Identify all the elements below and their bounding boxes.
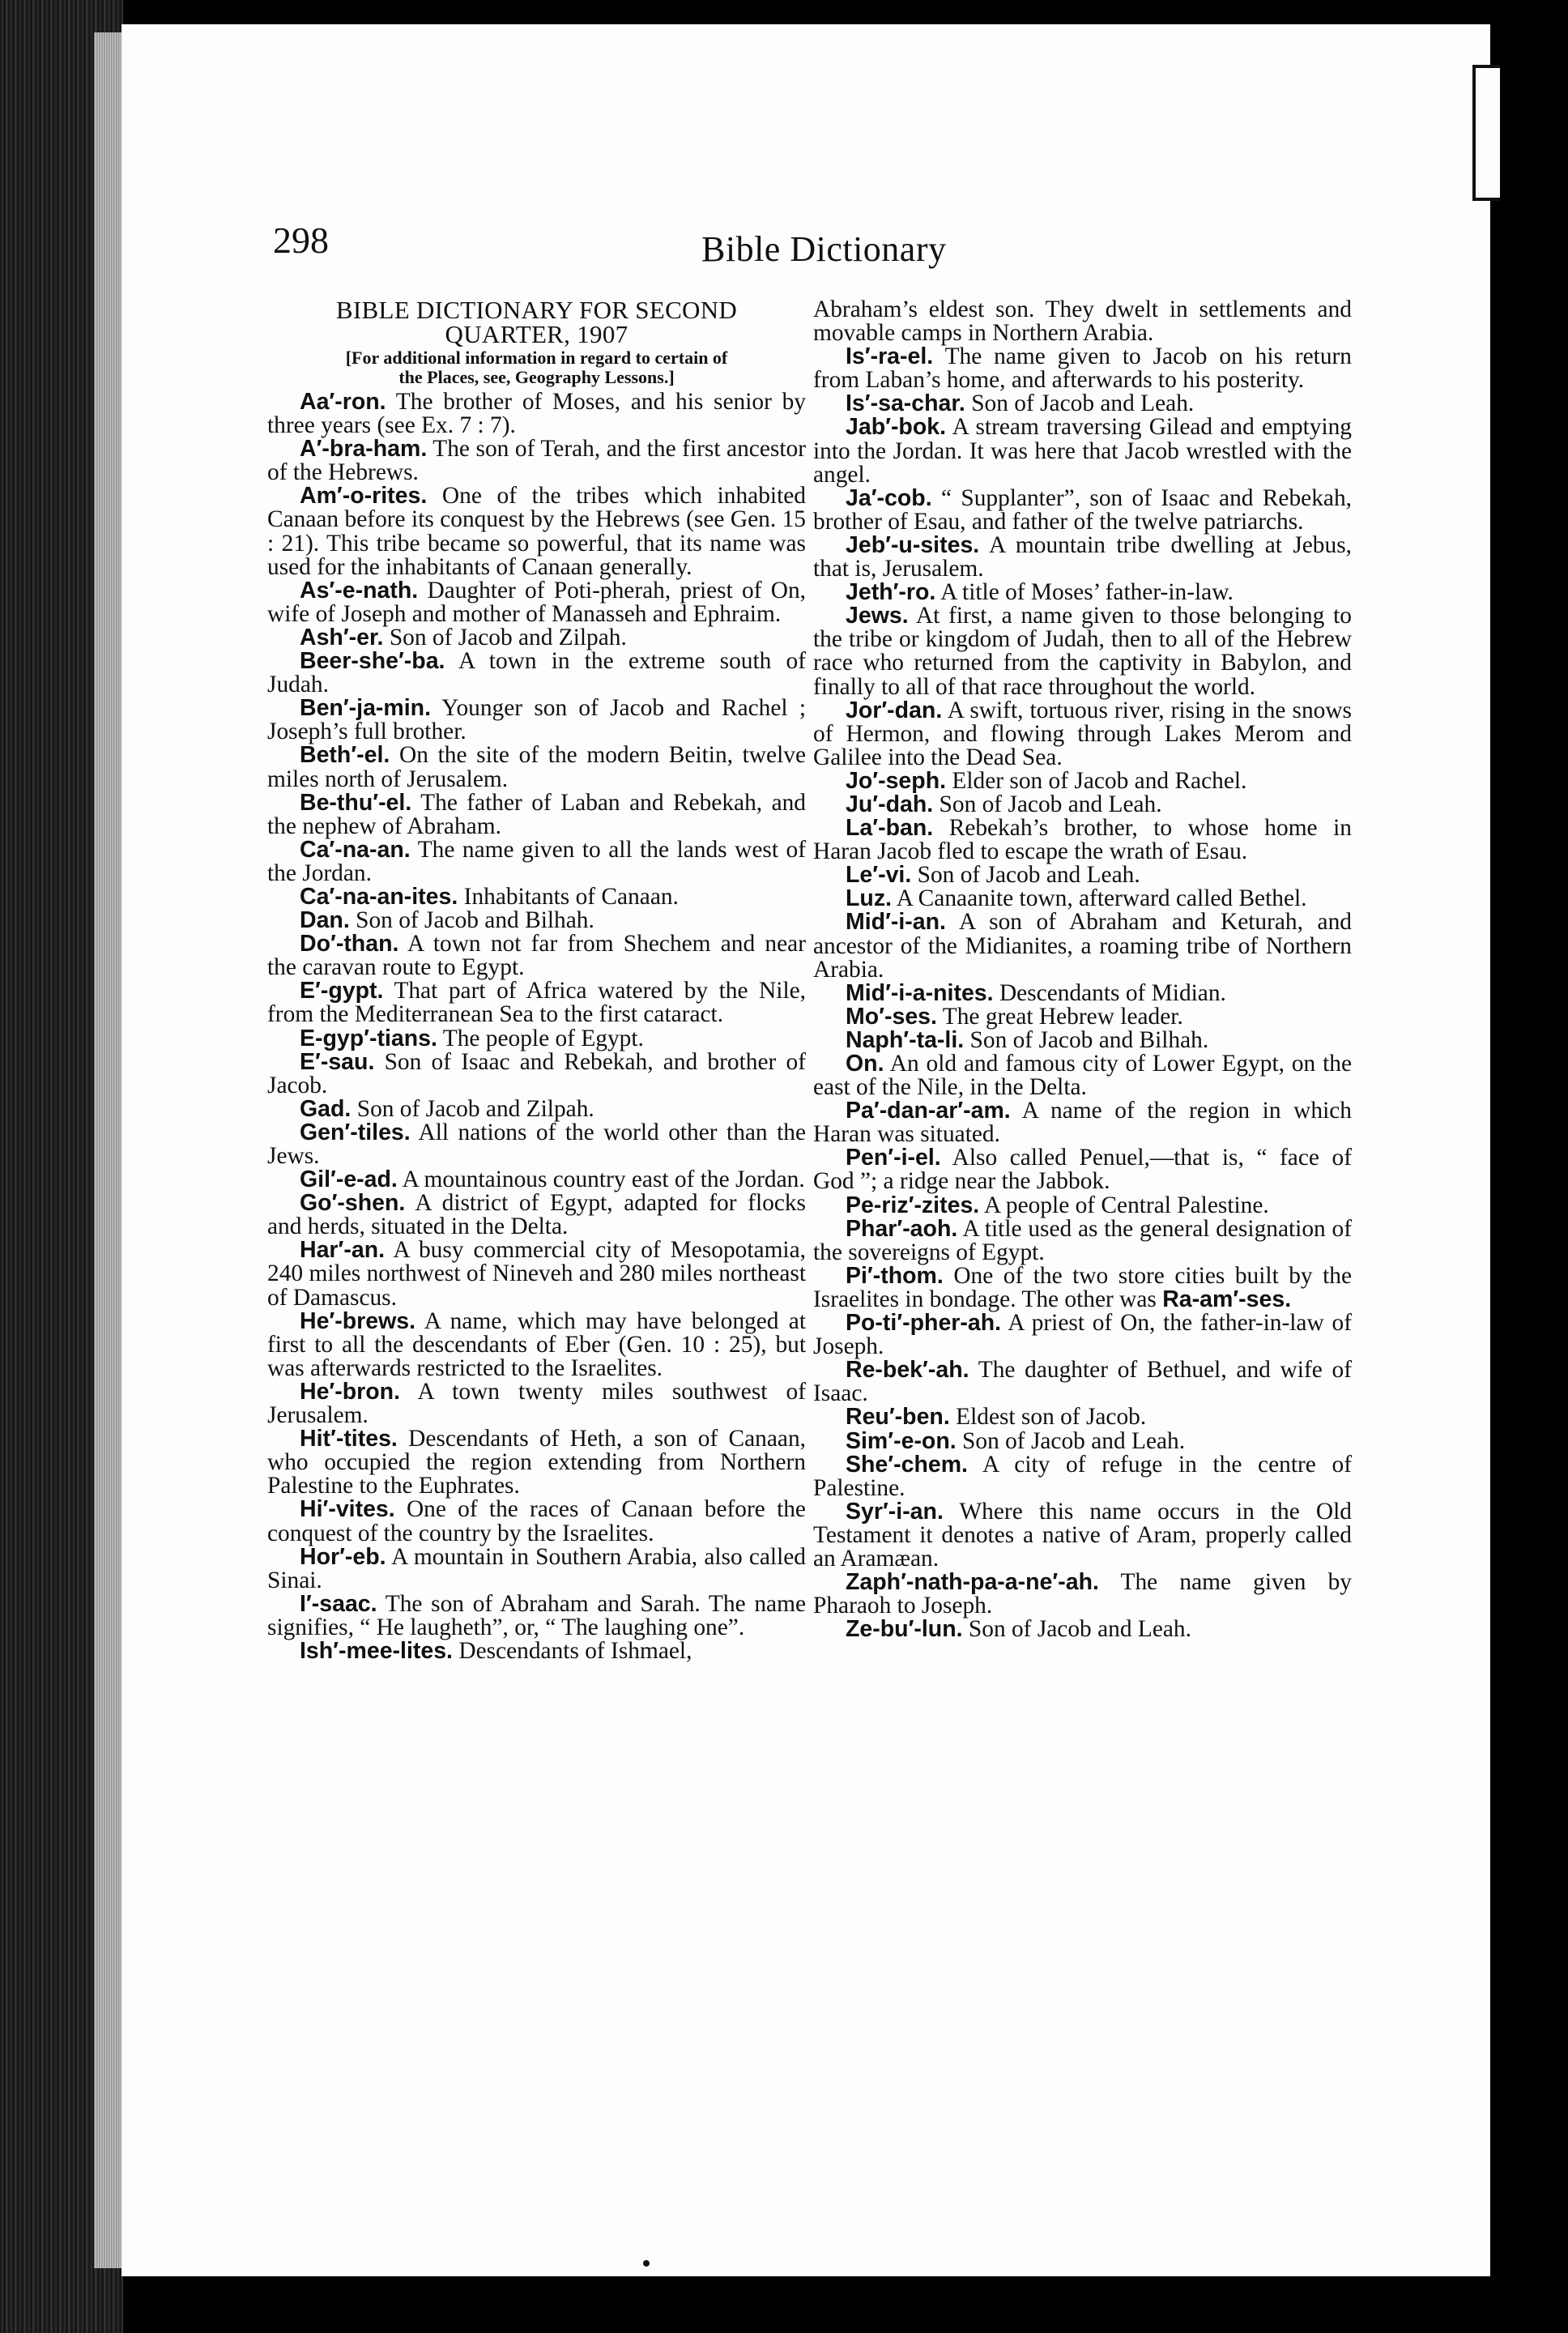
entry-definition: A stream traversing Gilead and emptying into the Jordan. It was here that Jacob wrestled with the angel. <box>813 414 1353 488</box>
entry-definition: Eldest son of Jacob. <box>956 1404 1147 1431</box>
entry-definition: A name of the region in which Haran was situated. <box>813 1098 1352 1148</box>
dictionary-entry <box>813 1026 1352 1053</box>
entry-term: Ze-bu′-lun. <box>846 1616 963 1643</box>
entry-definition: One of the races of Canaan before the conquest of the country by the Israelites. <box>267 1496 806 1546</box>
dictionary-entry <box>813 1099 1352 1146</box>
entry-term: He′-brews. <box>300 1307 416 1334</box>
entry-definition: A town in the extreme south of Judah. <box>267 648 806 698</box>
dictionary-entry <box>267 626 806 650</box>
dictionary-entry <box>267 1121 806 1168</box>
dictionary-entry <box>813 581 1352 604</box>
dictionary-entry <box>813 1215 1352 1265</box>
entry-term: Sim′-e-on. <box>846 1427 957 1454</box>
entry-definition: The name given to all the lands west of the Jordan. <box>267 836 806 886</box>
entry-term: Ca′-na-an. <box>300 836 411 863</box>
entry-definition: A name, which may have belonged at first to all the descendants of Eber (Gen. 10 : 25), but was afterwards restricted to the Israelites. <box>267 1307 806 1381</box>
entry-definition: Son of Jacob and Zilpah. <box>356 1095 594 1122</box>
entry-definition: “ Supplanter”, son of Isaac and Rebekah, brother of Esau, and father of the twelve patriarchs. <box>813 484 1352 535</box>
dictionary-entry <box>813 911 1352 981</box>
entry-definition: Son of Jacob and Zilpah. <box>389 624 627 650</box>
entry-term: Dan. <box>300 907 350 934</box>
entry-definition: Descendants of Ishmael, <box>458 1637 692 1664</box>
dictionary-entry <box>267 1048 806 1098</box>
entry-term: Ben′-ja-min. <box>300 695 432 722</box>
dictionary-entry <box>813 416 1352 486</box>
dictionary-entry <box>267 1590 806 1640</box>
entry-term-inline: Ra-am′-ses. <box>1162 1286 1292 1312</box>
entry-definition: The name given to Jacob on his return from Laban’s home, and afterwards to his posterity. <box>813 343 1352 394</box>
entry-definition: Also called Penuel,—that is, “ face of God ”; a ridge near the Jabbok. <box>813 1145 1352 1195</box>
editorial-note <box>267 348 806 387</box>
dictionary-entry <box>267 697 806 744</box>
entry-definition: A mountain tribe dwelling at Jebus, that is, Jerusalem. <box>813 531 1352 582</box>
dictionary-entry <box>813 604 1352 698</box>
dictionary-entry <box>813 1262 1352 1312</box>
dictionary-entry <box>813 1618 1352 1641</box>
entry-term: Zaph′-nath-pa-a-ne′-ah. <box>846 1569 1099 1596</box>
entry-definition: A mountainous country east of the Jordan. <box>402 1166 805 1193</box>
dictionary-entry <box>813 345 1352 392</box>
entry-definition: One of the two store cities built by the Israelites in bondage. The other was <box>813 1262 1352 1312</box>
entry-definition: Son of Jacob and Leah. <box>968 1616 1191 1643</box>
entry-term: Re-bek′-ah. <box>846 1357 969 1384</box>
dictionary-entry <box>267 1307 806 1381</box>
entry-definition: Son of Jacob and Leah. <box>971 390 1195 417</box>
entry-term: E′-gypt. <box>300 978 384 1004</box>
dictionary-entry <box>267 1637 806 1664</box>
entry-term: A′-bra-ham. <box>300 436 428 463</box>
dictionary-entry <box>813 392 1352 416</box>
entry-definition: A town twenty miles southwest of Jerusalem. <box>267 1378 806 1429</box>
dictionary-entry <box>267 909 806 932</box>
entry-definition: The name given by Pharaoh to Joseph. <box>813 1569 1352 1619</box>
entry-definition: Where this name occurs in the Old Testament it denotes a native of Aram, properly called an Aramæan. <box>813 1498 1352 1572</box>
entry-term: Pe-riz′-zites. <box>846 1192 980 1218</box>
dictionary-entry <box>813 1358 1352 1405</box>
dictionary-entry <box>267 1168 806 1192</box>
dictionary-entry <box>813 887 1352 911</box>
right-entry-list <box>813 345 1352 1641</box>
right-column <box>813 298 1352 1641</box>
dictionary-entry <box>267 650 806 697</box>
entry-term: Do′-than. <box>300 931 399 958</box>
entry-term: Pi′-thom. <box>846 1262 944 1289</box>
entry-term: Syr′-i-an. <box>846 1498 944 1525</box>
entry-definition: A son of Abraham and Keturah, and ancestor of the Midianites, a roaming tribe of Northern Arabia. <box>813 909 1352 983</box>
dictionary-entry <box>267 1543 806 1593</box>
dictionary-entry <box>267 1239 806 1309</box>
dictionary-entry <box>813 1405 1352 1429</box>
dictionary-entry <box>267 437 806 484</box>
entry-definition: The great Hebrew leader. <box>942 1003 1183 1030</box>
entry-definition: Son of Isaac and Rebekah, and brother of Jacob. <box>267 1048 806 1098</box>
entry-definition: A people of Central Palestine. <box>983 1192 1269 1218</box>
entry-term: Jor′-dan. <box>846 697 943 723</box>
dictionary-entry <box>813 1312 1352 1358</box>
dictionary-entry <box>267 791 806 838</box>
running-head: Bible Dictionary <box>701 229 947 269</box>
entry-term: E-gyp′-tians. <box>300 1025 437 1051</box>
entry-term: Jab′-bok. <box>846 414 947 441</box>
entry-term: Is′-ra-el. <box>846 343 934 370</box>
entry-definition: Son of Jacob and Leah. <box>962 1427 1186 1454</box>
entry-term: As′-e-nath. <box>300 577 419 604</box>
entry-definition: A town not far from Shechem and near the caravan route to Egypt. <box>267 931 806 981</box>
entry-term: Gad. <box>300 1095 352 1122</box>
entry-term: Ish′-mee-lites. <box>300 1637 453 1664</box>
dictionary-entry <box>267 1498 806 1545</box>
entry-definition: A swift, tortuous river, rising in the snows of Hermon, and flowing through Lakes Merom and Galilee into the Dead Sea. <box>813 697 1352 770</box>
entry-term: Jeb′-u-sites. <box>846 531 980 558</box>
entry-definition: One of the tribes which inhabited Canaan before its conquest by the Hebrews (see Gen. 15 : 21). This tribe became so powerful, that its name was used for the inhabitants of Canaan generally. <box>267 483 806 580</box>
entry-definition: Descendants of Midian. <box>999 979 1226 1006</box>
dictionary-entry <box>813 979 1352 1006</box>
entry-term: E′-sau. <box>300 1048 375 1075</box>
entry-definition: Son of Jacob and Bilhah. <box>969 1026 1209 1053</box>
dictionary-entry <box>813 793 1352 817</box>
entry-definition: Descendants of Heth, a son of Canaan, who occupied the region extending from Northern Palestine to the Euphrates. <box>267 1426 806 1499</box>
entry-term: Jeth′-ro. <box>846 579 936 606</box>
entry-definition: Rebekah’s brother, to whose home in Haran Jacob fled to escape the wrath of Esau. <box>813 815 1352 865</box>
entry-term: Luz. <box>846 885 892 912</box>
entry-term: Mo′-ses. <box>846 1003 937 1030</box>
entry-term: La′-ban. <box>846 815 934 842</box>
entry-definition: All nations of the world other than the Jews. <box>267 1119 806 1169</box>
dictionary-entry <box>813 1005 1352 1029</box>
editorial-note-line-1: [For additional information in regard to certain of <box>345 348 728 368</box>
dictionary-entry <box>813 484 1352 535</box>
entry-term: Reu′-ben. <box>846 1404 950 1431</box>
entry-term: Ju′-dah. <box>846 791 934 817</box>
entry-term: Be-thu′-el. <box>300 789 412 816</box>
entry-definition: The father of Laban and Rebekah, and the nephew of Abraham. <box>267 789 806 839</box>
entry-definition: Younger son of Jacob and Rachel ; Joseph’s full brother. <box>267 695 806 745</box>
entry-definition: Son of Jacob and Leah. <box>917 862 1140 889</box>
entry-term: Pen′-i-el. <box>846 1145 941 1171</box>
entry-term: Hi′-vites. <box>300 1496 395 1523</box>
dictionary-entry <box>813 1146 1352 1193</box>
entry-term: Mid′-i-an. <box>846 909 946 936</box>
dictionary-entry <box>267 390 806 437</box>
entry-definition: A busy commercial city of Mesopotamia, 240 miles northwest of Nineveh and 280 miles northeast of Damascus. <box>267 1237 806 1311</box>
dictionary-entry <box>813 1571 1352 1618</box>
entry-term: Naph′-ta-li. <box>846 1026 965 1053</box>
dictionary-entry <box>813 1500 1352 1571</box>
entry-term: Har′-an. <box>300 1237 386 1264</box>
left-entry-list <box>267 390 806 1663</box>
entry-term: Is′-sa-char. <box>846 390 965 417</box>
entry-definition: Daughter of Poti-pherah, priest of On, wife of Joseph and mother of Manasseh and Ephraim. <box>267 577 806 627</box>
entry-term: Beer-she′-ba. <box>300 648 445 675</box>
entry-definition: The brother of Moses, and his senior by three years (see Ex. 7 : 7). <box>267 389 806 439</box>
left-column <box>267 298 806 1663</box>
entry-term: Hit′-tites. <box>300 1426 398 1452</box>
scan-dot <box>643 2260 650 2267</box>
entry-term: Am′-o-rites. <box>300 483 428 510</box>
entry-definition: An old and famous city of Lower Egypt, on the east of the Nile, in the Delta. <box>813 1051 1353 1101</box>
entry-term: Jews. <box>846 603 909 629</box>
scan-border <box>1490 0 1568 2333</box>
entry-definition: On the site of the modern Beitin, twelve miles north of Jerusalem. <box>267 742 806 792</box>
entry-term: Phar′-aoh. <box>846 1215 958 1242</box>
dictionary-entry <box>813 817 1352 864</box>
dictionary-entry <box>813 1052 1352 1099</box>
entry-definition: Elder son of Jacob and Rachel. <box>952 767 1247 794</box>
entry-term: Ca′-na-an-ites. <box>300 883 458 910</box>
entry-definition: The son of Abraham and Sarah. The name signifies, “ He laugheth”, or, “ The laughing one”. <box>267 1590 806 1640</box>
entry-term: Gen′-tiles. <box>300 1119 411 1145</box>
dictionary-entry <box>267 932 806 979</box>
dictionary-entry <box>267 1095 806 1122</box>
dictionary-entry <box>267 885 806 909</box>
entry-definition: A city of refuge in the centre of Palestine. <box>813 1451 1352 1501</box>
dictionary-entry <box>267 1427 806 1498</box>
dictionary-entry <box>813 531 1352 582</box>
dictionary-entry <box>267 838 806 885</box>
dictionary-entry <box>267 1192 806 1239</box>
section-heading <box>267 298 806 347</box>
dictionary-entry <box>267 484 806 578</box>
entry-term: Le′-vi. <box>846 862 912 889</box>
entry-definition: At first, a name given to those belonging to the tribe or kingdom of Judah, then to all of the Hebrew race who returned from the captivity in Babylon, and finally to all of that race throughout the world. <box>813 603 1352 700</box>
entry-definition: Son of Jacob and Bilhah. <box>356 907 594 934</box>
entry-definition: The people of Egypt. <box>442 1025 644 1051</box>
entry-term: Jo′-seph. <box>846 767 947 794</box>
dictionary-entry <box>267 1027 806 1051</box>
dictionary-entry <box>267 744 806 791</box>
dictionary-entry <box>813 699 1352 770</box>
entry-definition: A title used as the general designation of the sovereigns of Egypt. <box>813 1215 1352 1265</box>
dictionary-entry <box>813 1427 1352 1454</box>
editorial-note-line-2: the Places, see, Geography Lessons.] <box>398 367 675 387</box>
entry-term: Gil′-e-ad. <box>300 1166 398 1193</box>
dictionary-entry <box>813 1194 1352 1218</box>
dictionary-entry <box>267 579 806 626</box>
entry-definition: A Canaanite town, afterward called Bethel. <box>896 885 1307 912</box>
entry-term: Pa′-dan-ar′-am. <box>846 1098 1011 1124</box>
entry-definition: The son of Terah, and the first ancestor of the Hebrews. <box>267 436 806 486</box>
section-heading-line-2: QUARTER, 1907 <box>445 320 628 348</box>
entry-definition: A district of Egypt, adapted for flocks and herds, situated in the Delta. <box>267 1190 806 1240</box>
dictionary-entry <box>813 864 1352 887</box>
entry-term: Ash′-er. <box>300 624 384 650</box>
entry-term: Aa′-ron. <box>300 389 386 415</box>
entry-definition: The daughter of Bethuel, and wife of Isaac. <box>813 1357 1352 1407</box>
entry-term: I′-saac. <box>300 1590 377 1617</box>
entry-term: On. <box>846 1051 884 1077</box>
dictionary-entry <box>267 979 806 1026</box>
section-heading-line-1: BIBLE DICTIONARY FOR SECOND <box>335 296 738 324</box>
dictionary-entry <box>813 1453 1352 1500</box>
entry-definition: A priest of On, the father-in-law of Joseph. <box>813 1310 1352 1360</box>
entry-term: Go′-shen. <box>300 1190 406 1217</box>
entry-term: Mid′-i-a-nites. <box>846 979 994 1006</box>
entry-definition: Son of Jacob and Leah. <box>939 791 1162 817</box>
entry-definition: A mountain in Southern Arabia, also called Sinai. <box>267 1543 806 1593</box>
page-number: 298 <box>273 220 329 261</box>
continued-entry-text: Abraham’s eldest son. They dwelt in settlements and movable camps in Northern Arabia. <box>813 296 1352 347</box>
entry-definition: That part of Africa watered by the Nile, from the Mediterranean Sea to the first cataract. <box>267 978 807 1028</box>
page-edges <box>94 32 123 2268</box>
entry-term: Beth′-el. <box>300 742 390 769</box>
entry-definition: Inhabitants of Canaan. <box>463 883 679 910</box>
page-corner-mark <box>1472 65 1500 201</box>
entry-term: Ja′-cob. <box>846 484 932 511</box>
entry-term: Hor′-eb. <box>300 1543 386 1570</box>
entry-term: Po-ti′-pher-ah. <box>846 1310 1002 1337</box>
entry-term: She′-chem. <box>846 1451 968 1478</box>
dictionary-entry <box>267 1380 806 1427</box>
entry-term: He′-bron. <box>300 1378 400 1405</box>
dictionary-entry <box>813 767 1352 794</box>
entry-definition: A title of Moses’ father-in-law. <box>940 579 1234 606</box>
